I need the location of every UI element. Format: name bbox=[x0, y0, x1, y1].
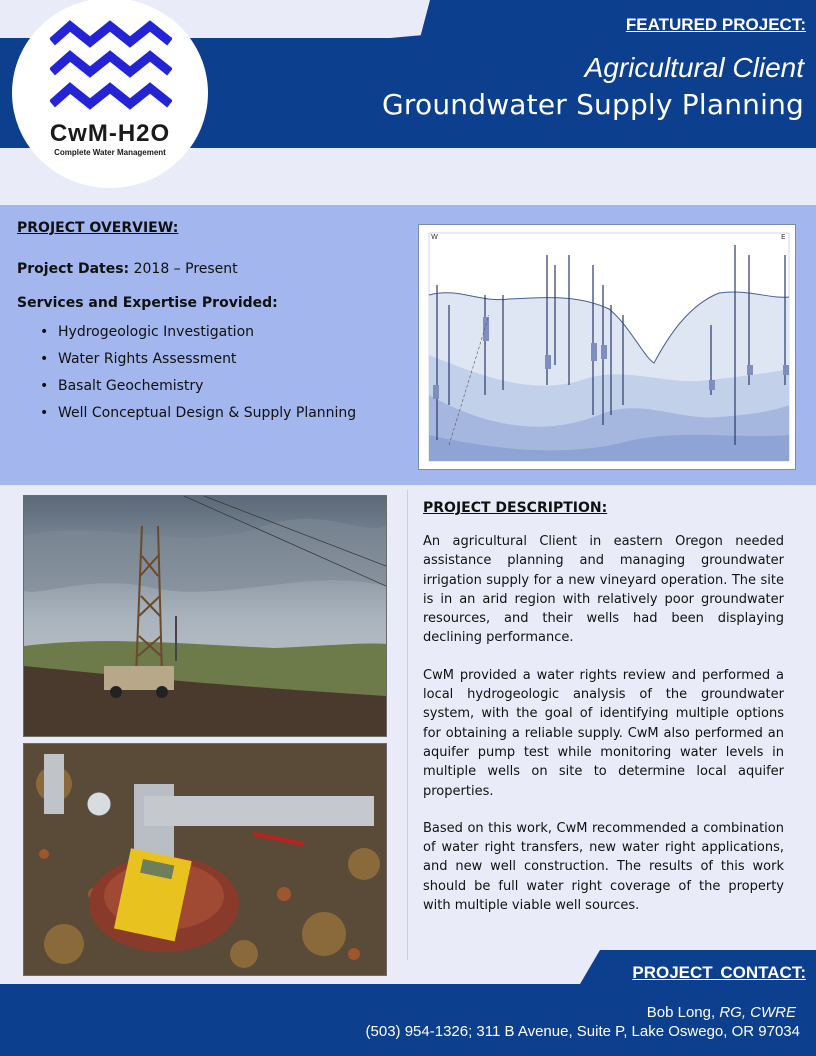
column-divider bbox=[407, 490, 408, 960]
cross-section-west: W bbox=[431, 233, 438, 241]
wellhead-photo bbox=[23, 743, 387, 976]
contact-address: (503) 954-1326; 311 B Avenue, Suite P, Lake Oswego, OR 97034 bbox=[365, 1023, 800, 1040]
project-description bbox=[423, 532, 784, 933]
description-paragraph: An agricultural Client in eastern Oregon needed assistance planning and managing groundwater irrigation supply for a new vineyard operation. The site is in an arid region with relatively poor groundwater resources, and their wells had been displaying declining performance. bbox=[423, 534, 784, 646]
logo-wordmark: CwM-H2O bbox=[49, 120, 171, 147]
project-dates bbox=[17, 261, 238, 277]
list-item: • Well Conceptual Design & Supply Planning bbox=[40, 405, 357, 421]
description-heading: PROJECT DESCRIPTION: bbox=[423, 500, 608, 516]
company-logo bbox=[12, 0, 208, 188]
cross-section-figure bbox=[418, 224, 796, 470]
project-overview-section bbox=[0, 205, 816, 485]
project-title-subject: Groundwater Supply Planning bbox=[382, 88, 804, 121]
cross-section-east: E bbox=[781, 233, 786, 241]
project-dates-value: 2018 – Present bbox=[133, 261, 238, 277]
contact-name: Bob Long, RG, CWRE bbox=[646, 1004, 796, 1021]
list-item: • Basalt Geochemistry bbox=[40, 378, 204, 394]
contact-heading: PROJECT CONTACT: bbox=[632, 963, 806, 982]
services-list bbox=[40, 324, 356, 432]
featured-project-label: FEATURED PROJECT: bbox=[625, 15, 806, 34]
description-paragraph: Based on this work, CwM recommended a combination of water right transfers, new water right applications, and new well construction. The results of this work should be full water right coverage of the property with multiple viable well sources. bbox=[423, 820, 784, 914]
project-title-client: Agricultural Client bbox=[584, 52, 804, 83]
services-heading: Services and Expertise Provided: bbox=[17, 295, 278, 311]
overview-heading: PROJECT OVERVIEW: bbox=[17, 220, 179, 236]
logo-tagline: Complete Water Management bbox=[54, 148, 166, 157]
list-item: • Hydrogeologic Investigation bbox=[40, 324, 255, 340]
list-item: • Water Rights Assessment bbox=[40, 351, 237, 367]
description-paragraph: CwM provided a water rights review and performed a local hydrogeologic analysis of the groundwater system, with the goal of identifying multiple options for obtaining a reliable supply. CwM also performed an aquifer pump test while monitoring water levels in multiple wells on site to determine local aquifer properties. bbox=[423, 667, 784, 799]
project-dates-label: Project Dates: bbox=[17, 261, 130, 277]
contact-credentials: RG, CWRE bbox=[719, 1004, 796, 1021]
wave-logo-icon bbox=[50, 20, 172, 116]
cross-section-image bbox=[419, 225, 795, 469]
drilling-rig-photo bbox=[23, 495, 387, 737]
